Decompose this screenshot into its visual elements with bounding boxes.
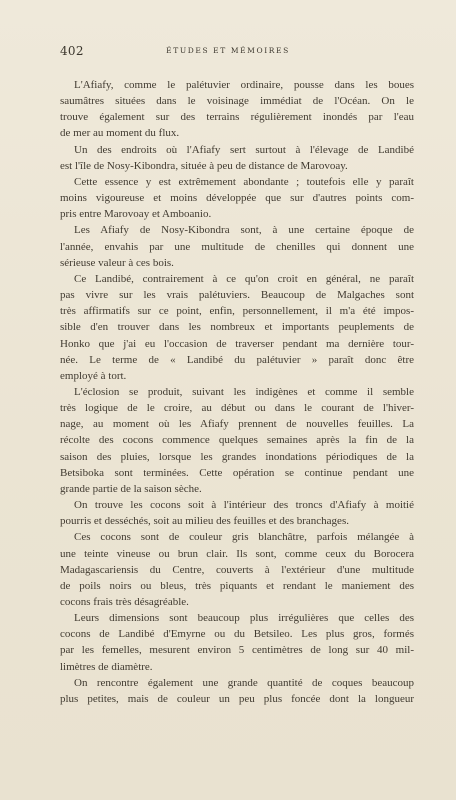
text-line: sérieuse valeur à ces bois. <box>60 256 174 269</box>
text-line: Les Afiafy de Nosy-Kibondra sont, à une certaine époque de <box>74 224 414 237</box>
text-line: très affirmatifs sur ce point, enfin, personnellement, il m'a été impos- <box>60 305 414 318</box>
text-line: limètres de diamètre. <box>60 660 153 673</box>
text-line: Cette essence y est extrêmement abondante ; toutefois elle y paraît <box>74 175 414 188</box>
text-line: Betsiboka sont terminées. Cette opération se continue pendant une <box>60 466 414 479</box>
paragraph <box>60 222 414 270</box>
paragraph <box>60 675 414 707</box>
text-line: très logique de le croire, au début ou dans le courant de l'hiver- <box>60 402 414 415</box>
text-line: employé à tort. <box>60 369 127 382</box>
text-line: plus petites, mais de couleur un peu plus foncée dont la longueur <box>60 692 414 705</box>
paragraph <box>60 529 414 610</box>
text-line: moins vigoureuse et moins développée que sur d'autres points com- <box>60 192 414 205</box>
paragraph <box>60 497 414 529</box>
paragraph <box>60 77 414 142</box>
paragraph <box>60 271 414 384</box>
text-line: Leurs dimensions sont beaucoup plus irrégulières que celles des <box>74 612 414 625</box>
text-line: Un des endroits où l'Afiafy sert surtout à l'élevage de Landibé <box>74 143 414 156</box>
text-line: pourris et desséchés, soit au milieu des feuilles et des branchages. <box>60 515 349 528</box>
text-line: Madagascariensis du Centre, couverts à l'extérieur d'une multitude <box>60 563 414 576</box>
text-line: trouve également sur des terrains régulièrement inondés par l'eau <box>60 111 414 124</box>
page-header <box>0 44 456 60</box>
text-line: L'Afiafy, comme le palétuvier ordinaire, pousse dans les boues <box>74 79 414 91</box>
text-line: pris entre Marovoay et Amboanio. <box>60 208 212 221</box>
text-line: pas vivre sur les vrais palétuviers. Beaucoup de Malgaches sont <box>60 289 414 302</box>
text-line: de poils noirs ou bleus, très piquants et rendant le maniement des <box>60 579 414 592</box>
text-line: par les femelles, mesurent environ 5 centimètres de long sur 40 mil- <box>60 644 414 657</box>
text-line: l'année, envahis par une multitude de chenilles qui donnent une <box>60 240 414 253</box>
text-line: Ces cocons sont de couleur gris blanchâtre, parfois mélangée à <box>74 531 414 544</box>
running-head: ÉTUDES ET MÉMOIRES <box>166 46 290 55</box>
text-line: L'éclosion se produit, suivant les indigènes et comme il semble <box>74 385 414 398</box>
text-line: née. Le terme de « Landibé du palétuvier » paraît donc être <box>60 353 414 366</box>
page-number: 402 <box>60 44 84 58</box>
text-line: est l'île de Nosy-Kibondra, située à peu de distance de Marovoay. <box>60 159 348 172</box>
text-line: grande partie de la saison sèche. <box>60 482 202 495</box>
text-line: saison des pluies, lorsque les grandes inondations périodiques de la <box>60 450 414 463</box>
text-line: Ce Landibé, contrairement à ce qu'on croit en général, ne paraît <box>74 272 414 285</box>
text-line: saumâtres situées dans le voisinage immédiat de l'Océan. On le <box>60 95 414 108</box>
text-line: cocons de Landibé d'Emyrne ou du Betsileo. Les plus gros, formés <box>60 628 414 641</box>
paragraph <box>60 610 414 675</box>
text-line: une teinte vineuse ou brun clair. Ils sont, comme ceux du Borocera <box>60 547 414 560</box>
text-line: sible d'en trouver dans les nombreux et importants peuplements de <box>60 321 414 334</box>
body-text <box>60 77 414 707</box>
paragraph <box>60 174 414 222</box>
text-line: de mer au moment du flux. <box>60 127 180 140</box>
text-line: cocons frais très désagréable. <box>60 596 189 608</box>
text-line: Honko que j'ai eu l'occasion de traverser pendant ma dernière tour- <box>60 337 414 350</box>
paragraph <box>60 142 414 174</box>
text-line: On trouve les cocons soit à l'intérieur des troncs d'Afiafy à moitié <box>74 499 414 512</box>
paragraph <box>60 384 414 497</box>
text-line: On rencontre également une grande quantité de coques beaucoup <box>74 676 414 689</box>
text-line: nage, au moment où les Afiafy prennent de nouvelles feuilles. La <box>60 418 414 431</box>
text-line: récolte des cocons commence quelques semaines après la fin de la <box>60 434 414 447</box>
